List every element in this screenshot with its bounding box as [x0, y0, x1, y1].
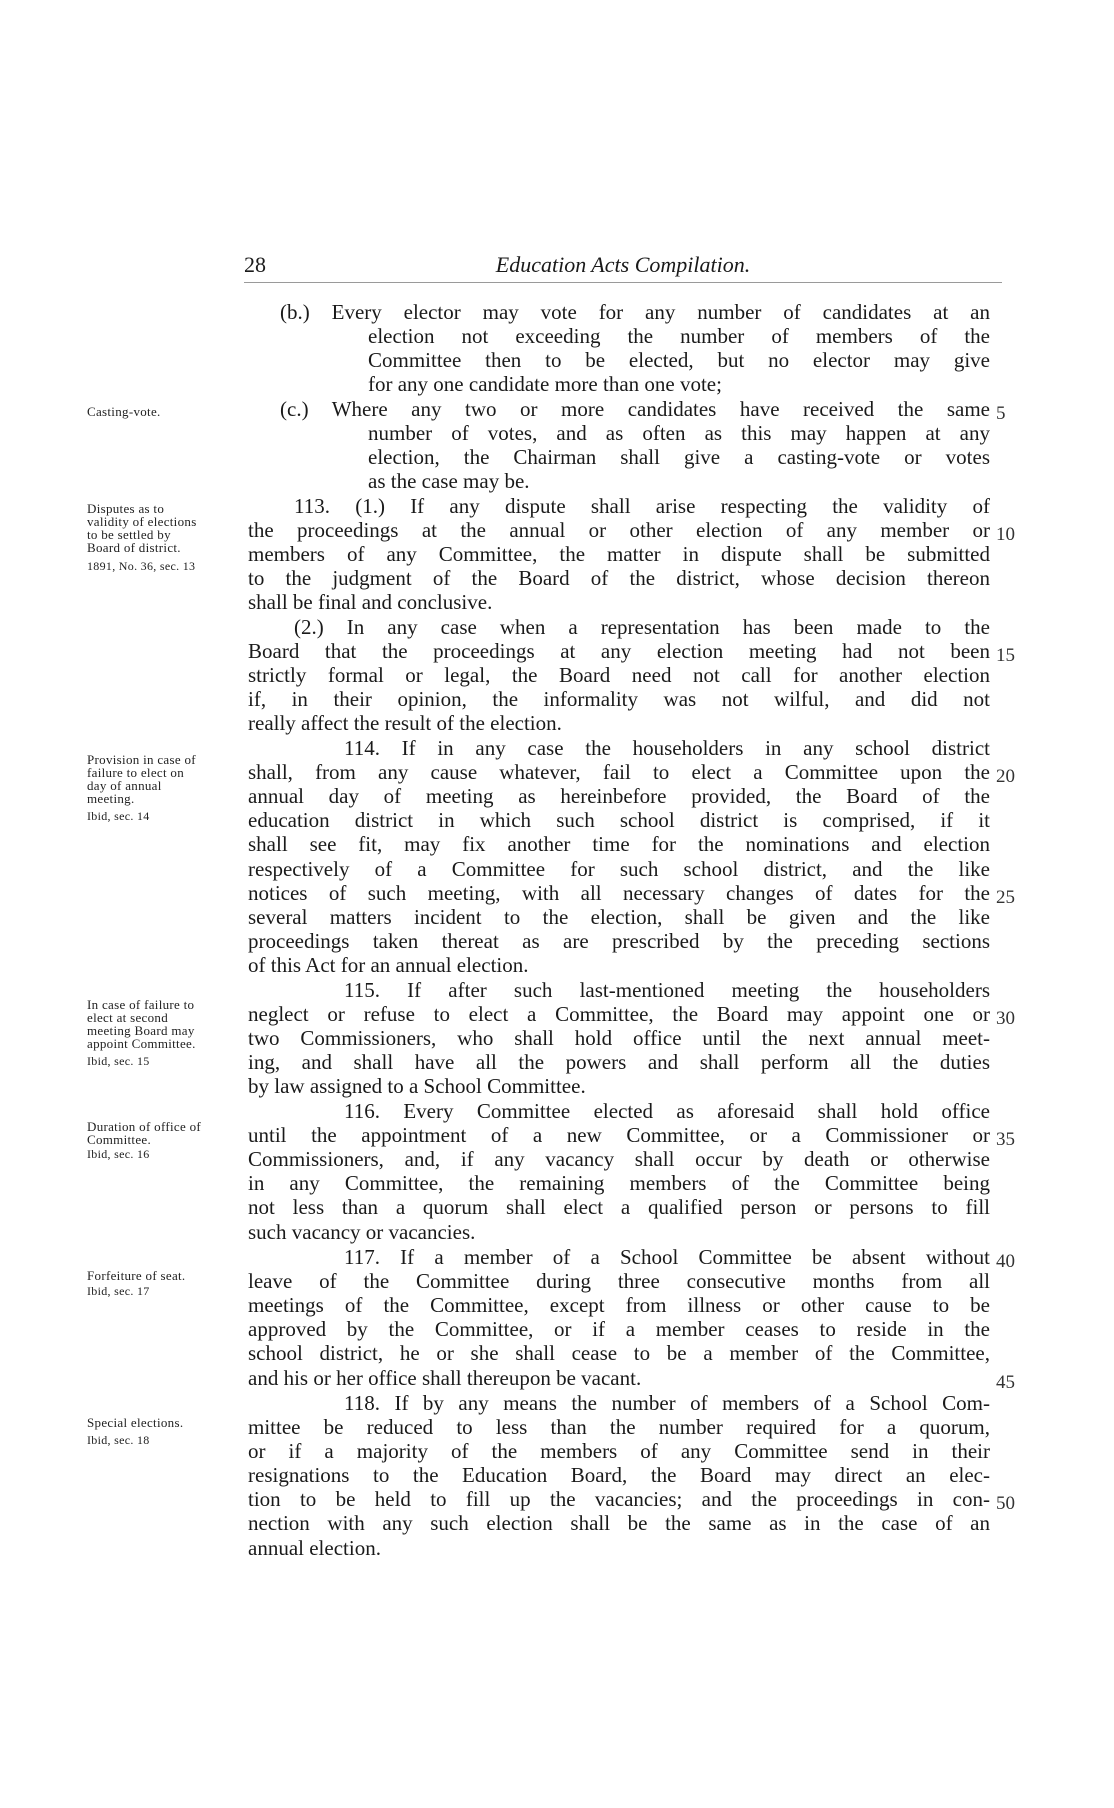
text-line: as the case may be.	[368, 469, 530, 493]
line-number: 20	[996, 766, 1015, 787]
text-line: in any Committee, the remaining members of the Committee being	[248, 1171, 990, 1195]
margin-note-line: Disputes as to	[87, 501, 165, 516]
text-line: shall, from any cause whatever, fail to elect a Committee upon the	[248, 760, 990, 784]
text-line: 118. If by any means the number of members of a School Com-	[344, 1391, 990, 1415]
margin-note-forfeiture	[87, 1269, 247, 1298]
margin-note-line: Duration of office of	[87, 1119, 201, 1134]
text-line: if, in their opinion, the informality was not wilful, and did not	[248, 687, 990, 711]
margin-note-line: elect at second	[87, 1010, 169, 1025]
margin-note-reference: Ibid, sec. 16	[87, 1147, 150, 1161]
text-line: Commissioners, and, if any vacancy shall occur by death or otherwise	[248, 1147, 990, 1171]
text-line: several matters incident to the election, shall be given and the like	[248, 905, 990, 929]
line-number: 30	[996, 1008, 1015, 1029]
margin-note-line: validity of elections	[87, 514, 197, 529]
margin-note-line: meeting.	[87, 791, 135, 806]
margin-note-line: to be settled by	[87, 527, 171, 542]
text-line: until the appointment of a new Committee, or a Commissioner or	[248, 1123, 990, 1147]
text-line: leave of the Committee during three consecutive months from all	[248, 1269, 990, 1293]
line-number: 25	[996, 887, 1015, 908]
margin-note-reference: 1891, No. 36, sec. 13	[87, 559, 196, 573]
text-line: (b.) Every elector may vote for any number of candidates at an	[280, 300, 990, 324]
text-line: Board that the proceedings at any election meeting had not been	[248, 639, 990, 663]
text-line: 114. If in any case the householders in any school district	[344, 736, 990, 760]
text-line: 116. Every Committee elected as aforesaid shall hold office	[344, 1099, 990, 1123]
page-number: 28	[244, 252, 266, 277]
margin-note-reference: Ibid, sec. 18	[87, 1433, 150, 1447]
text-line: to the judgment of the Board of the district, whose decision thereon	[248, 566, 990, 590]
text-line: strictly formal or legal, the Board need not call for another election	[248, 663, 990, 687]
line-number: 15	[996, 645, 1015, 666]
text-line: (2.) In any case when a representation has been made to the	[294, 615, 990, 639]
text-line: 113. (1.) If any dispute shall arise respecting the validity of	[294, 494, 990, 518]
line-number: 10	[996, 524, 1015, 545]
text-line: nection with any such election shall be the same as in the case of an	[248, 1511, 990, 1535]
text-line: tion to be held to fill up the vacancies; and the proceedings in con-	[248, 1487, 990, 1511]
text-line: Committee then to be elected, but no elector may give	[368, 348, 990, 372]
margin-note-line: Special elections.	[87, 1415, 184, 1430]
text-line: notices of such meeting, with all necessary changes of dates for the	[248, 881, 990, 905]
text-line: approved by the Committee, or if a member ceases to reside in the	[248, 1317, 990, 1341]
margin-note-reference: Ibid, sec. 14	[87, 809, 150, 823]
margin-note-line: failure to elect on	[87, 765, 185, 780]
text-line: 117. If a member of a School Committee be absent without	[344, 1245, 990, 1269]
margin-note-special-elections	[87, 1416, 247, 1447]
margin-note-casting-vote	[87, 405, 247, 418]
text-line: neglect or refuse to elect a Committee, the Board may appoint one or	[248, 1002, 990, 1026]
text-line: members of any Committee, the matter in dispute shall be submitted	[248, 542, 990, 566]
text-line: two Commissioners, who shall hold office until the next annual meet-	[248, 1026, 990, 1050]
line-number: 40	[996, 1251, 1015, 1272]
margin-note-line: Casting-vote.	[87, 404, 161, 419]
text-line: annual election.	[248, 1536, 381, 1560]
text-line: mittee be reduced to less than the number required for a quorum,	[248, 1415, 990, 1439]
margin-note-reference: Ibid, sec. 17	[87, 1284, 150, 1298]
line-number: 5	[996, 403, 1006, 424]
page-header	[244, 252, 1002, 283]
text-line: election not exceeding the number of members of the	[368, 324, 990, 348]
line-number: 45	[996, 1372, 1015, 1393]
text-line: by law assigned to a School Committee.	[248, 1074, 586, 1098]
text-line: annual day of meeting as hereinbefore provided, the Board of the	[248, 784, 990, 808]
text-line: the proceedings at the annual or other election of any member or	[248, 518, 990, 542]
text-line: really affect the result of the election.	[248, 711, 562, 735]
line-number: 50	[996, 1493, 1015, 1514]
text-line: education district in which such school district is comprised, if it	[248, 808, 990, 832]
text-line: for any one candidate more than one vote;	[368, 372, 722, 396]
margin-note-line: Committee.	[87, 1132, 152, 1147]
text-line: of this Act for an annual election.	[248, 953, 529, 977]
margin-note-line: meeting Board may	[87, 1023, 195, 1038]
text-line: ing, and shall have all the powers and shall perform all the duties	[248, 1050, 990, 1074]
margin-note-line: Board of district.	[87, 540, 181, 555]
text-line: (c.) Where any two or more candidates have received the same	[280, 397, 990, 421]
text-line: or if a majority of the members of any Committee send in their	[248, 1439, 990, 1463]
margin-note-line: Provision in case of	[87, 752, 196, 767]
text-line: school district, he or she shall cease to be a member of the Committee,	[248, 1341, 990, 1365]
margin-note-second-meeting	[87, 998, 247, 1068]
text-line: and his or her office shall thereupon be vacant.	[248, 1366, 642, 1390]
text-line: not less than a quorum shall elect a qualified person or persons to fill	[248, 1195, 990, 1219]
text-line: shall be final and conclusive.	[248, 590, 493, 614]
margin-note-line: In case of failure to	[87, 997, 195, 1012]
margin-note-line: day of annual	[87, 778, 162, 793]
text-line: election, the Chairman shall give a casting-vote or votes	[368, 445, 990, 469]
running-title: Education Acts Compilation.	[495, 252, 751, 277]
margin-note-duration-of-office	[87, 1120, 247, 1161]
margin-note-failure-to-elect	[87, 753, 247, 823]
text-line: 115. If after such last-mentioned meeting the householders	[344, 978, 990, 1002]
text-line: shall see fit, may fix another time for the nominations and election	[248, 832, 990, 856]
margin-note-reference: Ibid, sec. 15	[87, 1054, 150, 1068]
margin-note-line: appoint Committee.	[87, 1036, 196, 1051]
text-line: meetings of the Committee, except from illness or other cause to be	[248, 1293, 990, 1317]
text-line: resignations to the Education Board, the Board may direct an elec-	[248, 1463, 990, 1487]
margin-note-disputes	[87, 502, 247, 573]
text-line: number of votes, and as often as this may happen at any	[368, 421, 990, 445]
line-number: 35	[996, 1129, 1015, 1150]
text-line: respectively of a Committee for such school district, and the like	[248, 857, 990, 881]
text-line: proceedings taken thereat as are prescribed by the preceding sections	[248, 929, 990, 953]
text-line: such vacancy or vacancies.	[248, 1220, 476, 1244]
margin-note-line: Forfeiture of seat.	[87, 1268, 186, 1283]
